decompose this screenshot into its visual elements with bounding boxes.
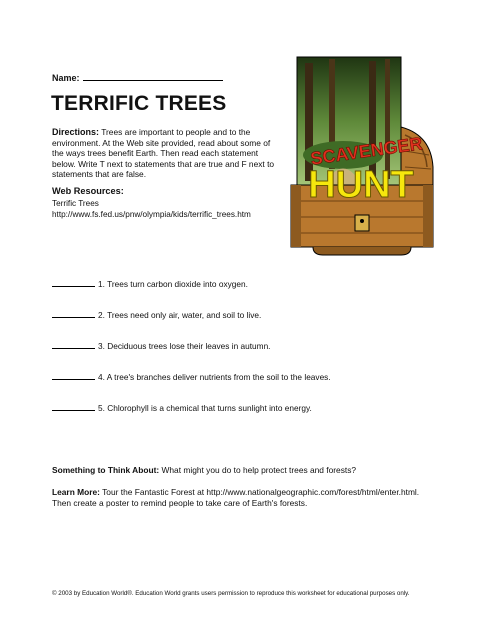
hunt-word: HUNT — [308, 164, 414, 206]
statement-row — [52, 341, 271, 351]
resource-site-name: Terrific Trees — [52, 199, 99, 208]
statement-row — [52, 403, 312, 413]
think-label: Something to Think About: — [52, 465, 160, 475]
web-resources-block — [52, 198, 251, 220]
learn-label: Learn More: — [52, 487, 100, 497]
worksheet-title: TERRIFIC TREES — [51, 92, 227, 115]
statement-row — [52, 372, 331, 382]
answer-blank[interactable] — [52, 372, 95, 380]
web-resources-heading: Web Resources: — [52, 186, 124, 196]
statement-text: 3. Deciduous trees lose their leaves in autumn. — [98, 341, 271, 351]
copyright-notice: © 2003 by Education World®. Education World grants users permission to reproduce this worksheet for educational purposes only. — [52, 590, 410, 597]
name-label: Name: — [52, 73, 80, 83]
answer-blank[interactable] — [52, 279, 95, 287]
answer-blank[interactable] — [52, 310, 95, 318]
answer-blank[interactable] — [52, 341, 95, 349]
statement-row — [52, 279, 248, 289]
directions-text: Trees are important to people and to the environment. At the Web site provided, read about some of the ways trees benefit Earth. Then read each statement below. Write T next to statements that are true and F next to statements that are false. — [52, 127, 275, 180]
statement-text: 5. Chlorophyll is a chemical that turns sunlight into energy. — [98, 403, 312, 413]
think-about-section — [52, 465, 356, 475]
name-field — [52, 72, 223, 83]
statement-text: 1. Trees turn carbon dioxide into oxygen. — [98, 279, 248, 289]
statement-text: 2. Trees need only air, water, and soil to live. — [98, 310, 262, 320]
statement-text: 4. A tree's branches deliver nutrients from the soil to the leaves. — [98, 372, 331, 382]
name-blank-line[interactable] — [83, 72, 223, 81]
think-text: What might you do to help protect trees and forests? — [161, 465, 357, 475]
resource-url: http://www.fs.fed.us/pnw/olympia/kids/terrific_trees.htm — [52, 210, 251, 219]
statement-row — [52, 310, 261, 320]
directions-paragraph — [52, 127, 280, 180]
directions-label: Directions: — [52, 127, 100, 137]
learn-more-section — [52, 487, 422, 509]
scavenger-word: SCAVENGER — [309, 133, 424, 169]
learn-text: Tour the Fantastic Forest at http://www.nationalgeographic.com/forest/html/enter.html. Then create a poster to remind people to take care of Earth's forests. — [52, 487, 420, 508]
treasure-chest-forest-illustration — [283, 55, 443, 260]
scavenger-hunt-logo — [283, 55, 443, 260]
answer-blank[interactable] — [52, 403, 95, 411]
